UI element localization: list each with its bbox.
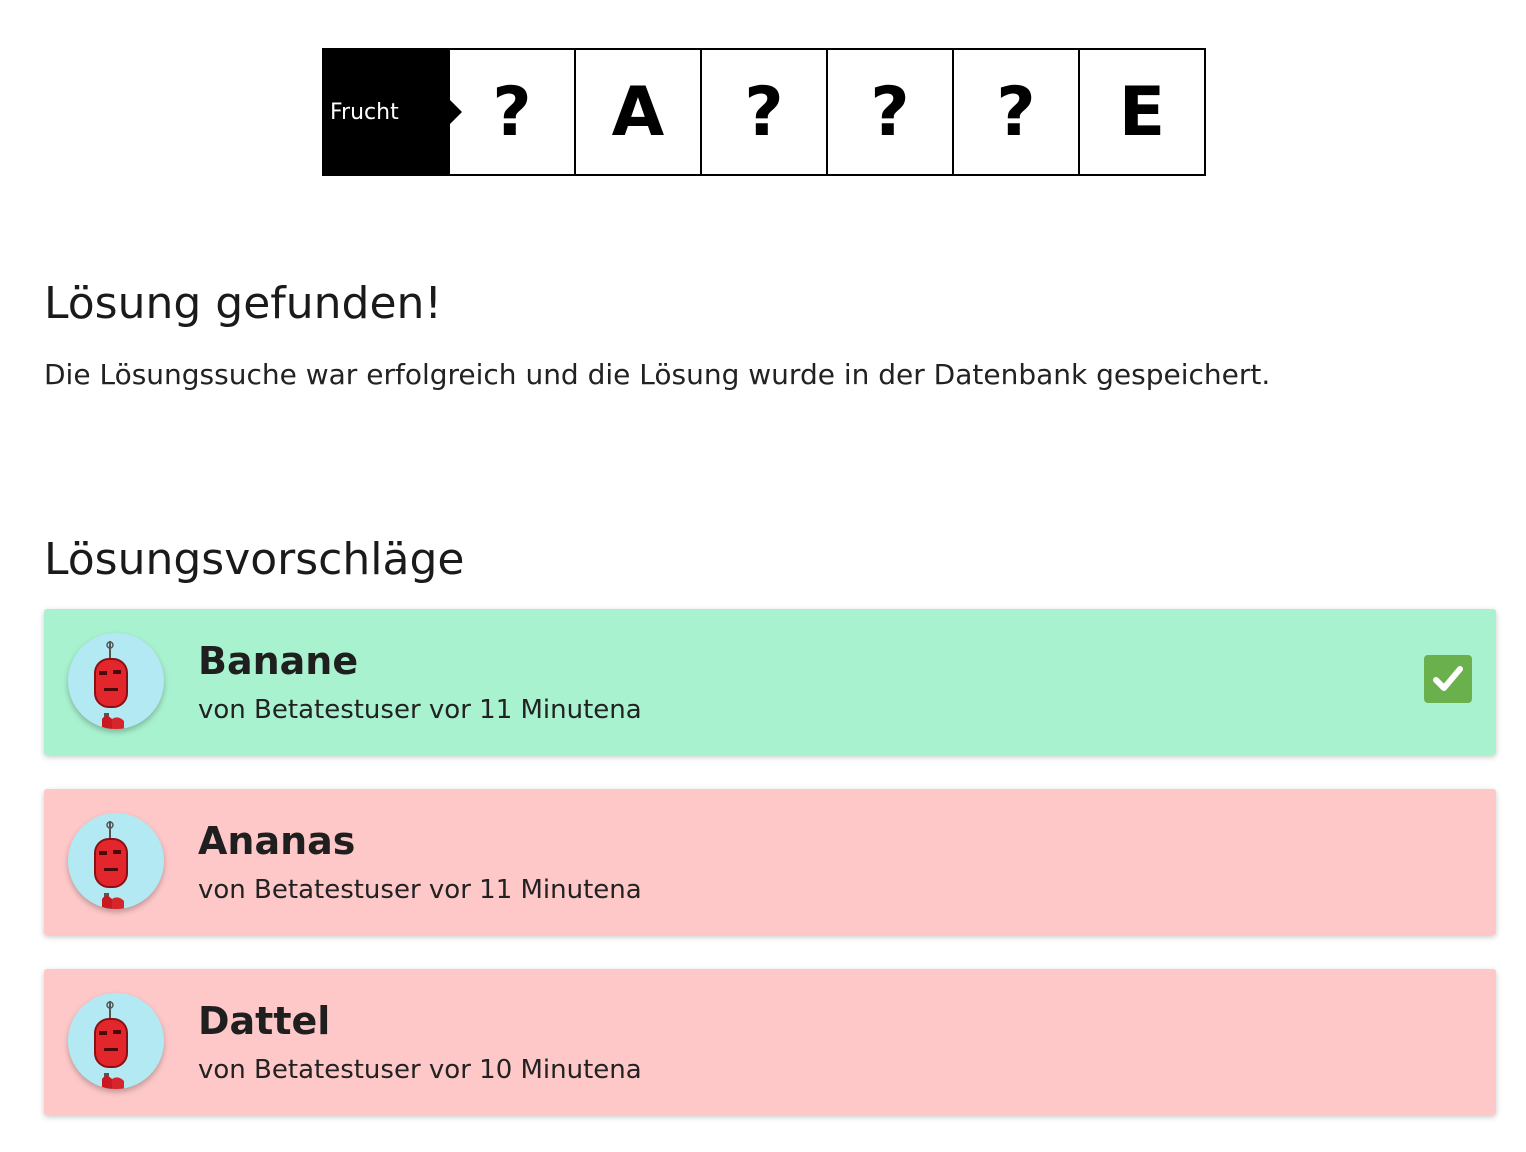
robot-avatar-icon <box>68 993 164 1089</box>
puzzle-clue: Frucht <box>322 48 450 176</box>
suggestion-card[interactable] <box>44 789 1496 935</box>
puzzle-board <box>322 48 1206 176</box>
puzzle-cell[interactable]: E <box>1078 48 1206 176</box>
puzzle-cell[interactable]: ? <box>952 48 1080 176</box>
suggestion-card[interactable] <box>44 609 1496 755</box>
puzzle-cell[interactable]: ? <box>448 48 576 176</box>
checkmark-icon <box>1424 655 1472 703</box>
robot-avatar-icon <box>68 633 164 729</box>
suggestion-card[interactable] <box>44 969 1496 1115</box>
robot-avatar-icon <box>68 813 164 909</box>
puzzle-cell[interactable]: ? <box>700 48 828 176</box>
suggestion-answer: Banane <box>198 639 359 683</box>
result-message: Die Lösungssuche war erfolgreich und die Lösung wurde in der Datenbank gespeichert. <box>44 358 1271 391</box>
suggestions-heading: Lösungsvorschläge <box>44 534 465 585</box>
suggestion-answer: Ananas <box>198 819 356 863</box>
suggestion-meta: von Betatestuser vor 11 Minutena <box>198 695 642 725</box>
result-heading: Lösung gefunden! <box>44 278 443 329</box>
puzzle-cell[interactable]: A <box>574 48 702 176</box>
suggestion-meta: von Betatestuser vor 11 Minutena <box>198 875 642 905</box>
suggestion-answer: Dattel <box>198 999 331 1043</box>
suggestion-meta: von Betatestuser vor 10 Minutena <box>198 1055 642 1085</box>
puzzle-cell[interactable]: ? <box>826 48 954 176</box>
